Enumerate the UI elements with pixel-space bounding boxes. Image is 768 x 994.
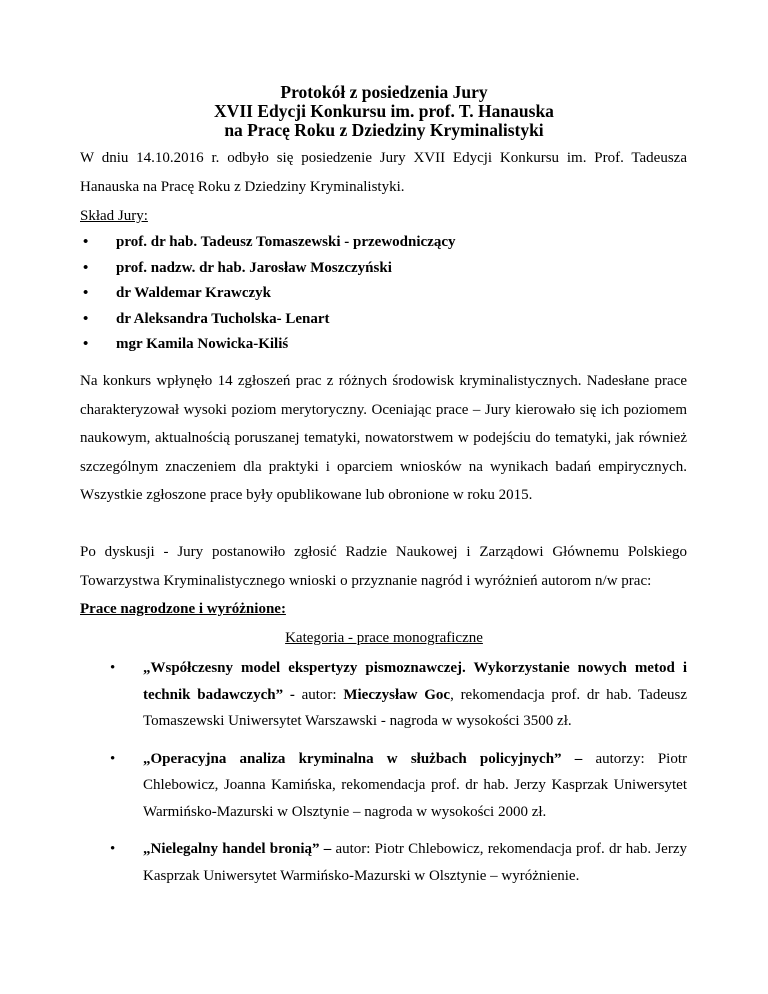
decision-paragraph: Po dyskusji - Jury postanowiło zgłosić Radzie Naukowej i Zarządowi Głównemu Polskiego Towarzystwa Kryminalistycznego wnioski o przyznanie nagród i wyróżnień autorom n/w prac: [80, 544, 687, 589]
intro-paragraph: W dniu 14.10.2016 r. odbyło się posiedzenie Jury XVII Edycji Konkursu im. Prof. Tadeusza Hanauska na Pracę Roku z Dziedziny Kryminalistyki. [80, 150, 687, 195]
award-title: „Współczesny model ekspertyzy pismoznawczej. Wykorzystanie nowych metod i technik badawczych” - [143, 660, 687, 703]
awards-heading: Prace nagrodzone i wyróżnione: [80, 601, 286, 617]
awards-list [107, 655, 687, 900]
award-details: autorzy: Piotr Chlebowicz, Joanna Kamińska, rekomendacja prof. dr hab. Jerzy Kasprzak Uniwersytet Warmińsko-Mazurski w Olsztynie – nagroda w wysokości 2000 zł. [143, 750, 687, 820]
award-title: „Nielegalny handel bronią” – [143, 841, 332, 857]
jury-heading: Skład Jury: [80, 208, 148, 224]
title-line-1: Protokół z posiedzenia Jury [280, 82, 488, 102]
jury-member: • prof. nadzw. dr hab. Jarosław Moszczyński [80, 259, 456, 285]
award-title: „Operacyjna analiza kryminalna w służbach policyjnych” – [143, 750, 583, 767]
award-item [107, 655, 687, 735]
jury-member: • dr Waldemar Krawczyk [80, 284, 456, 310]
category-heading: Kategoria - prace monograficzne [285, 630, 483, 646]
award-details: , rekomendacja prof. dr hab. Tadeusz Tomaszewski Uniwersytet Warszawski - nagroda w wysokości 3500 zł. [143, 686, 687, 729]
document-title [0, 83, 768, 140]
jury-member: • mgr Kamila Nowicka-Kiliś [80, 335, 456, 361]
award-item [107, 746, 687, 826]
title-line-2: XVII Edycji Konkursu im. prof. T. Hanauska [214, 101, 554, 121]
submissions-paragraph: Na konkurs wpłynęło 14 zgłoszeń prac z różnych środowisk kryminalistycznych. Nadesłane prace charakteryzował wysoki poziom merytoryczny. Oceniając prace – Jury kierowało się ich poziomem naukowym, aktualnością poruszanej tematyki, nowatorstwem w podejściu do tematyki, jak również szczególnym znaczeniem dla praktyki i oparciem wniosków na wynikach badań empirycznych. Wszystkie zgłoszone prace były opublikowane lub obronione w roku 2015. [80, 373, 687, 503]
title-line-3: na Pracę Roku z Dziedziny Kryminalistyki [224, 120, 544, 140]
award-details: autor: Piotr Chlebowicz, rekomendacja prof. dr hab. Jerzy Kasprzak Uniwersytet Warmińsko-Mazurski w Olsztynie – wyróżnienie. [143, 841, 687, 884]
jury-list [80, 233, 456, 361]
award-author: Mieczysław Goc [343, 686, 451, 703]
jury-member: • dr Aleksandra Tucholska- Lenart [80, 310, 456, 336]
jury-member: • prof. dr hab. Tadeusz Tomaszewski - przewodniczący [80, 233, 456, 259]
award-item [107, 836, 687, 889]
award-author-prefix: autor: [294, 686, 344, 703]
